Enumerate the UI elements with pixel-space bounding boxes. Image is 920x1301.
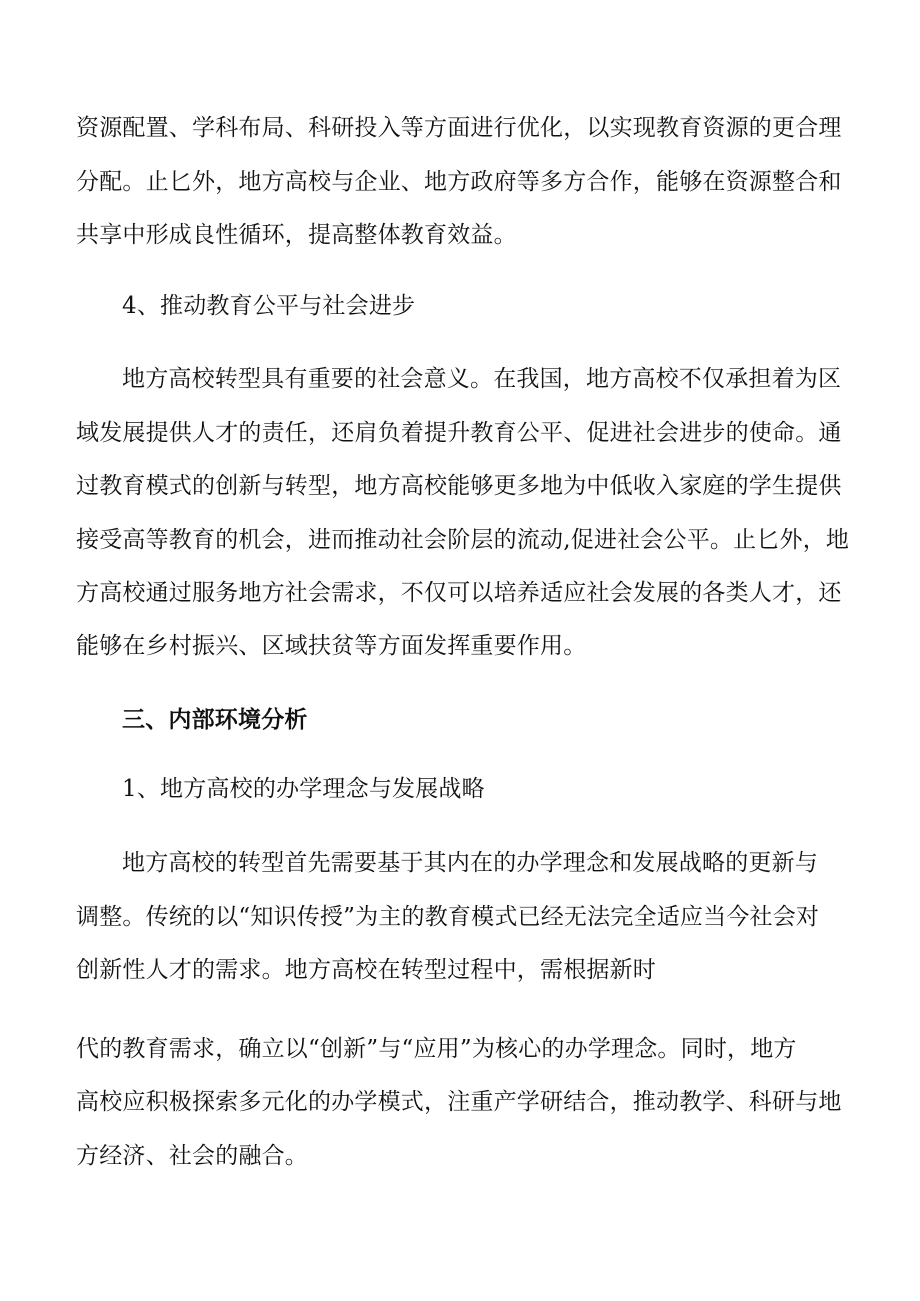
paragraph-2-line-3: 过教育模式的创新与转型，地方高校能够更多地为中低收入家庭的学生提供 [76,473,842,499]
paragraph-1-line-2: 分配。止匕外，地方高校与企业、地方政府等多方合作，能够在资源整合和 [76,169,842,195]
section-heading-3: 三、内部环境分析 [122,706,308,733]
paragraph-4-line-2: 高校应积极探索多元化的办学模式，注重产学研结合，推动教学、科研与地 [76,1089,842,1115]
paragraph-2-line-5: 方高校通过服务地方社会需求，不仅可以培养适应社会发展的各类人才，还 [76,580,842,606]
subheading-1: 1、地方高校的办学理念与发展战略 [122,776,485,802]
subheading-4: 4、推动教育公平与社会进步 [122,293,416,319]
paragraph-4-line-1: 代的教育需求，确立以“创新”与“应用”为核心的办学理念。同时，地方 [76,1036,797,1062]
paragraph-3-line-1: 地方高校的转型首先需要基于其内在的办学理念和发展战略的更新与 [122,850,818,876]
paragraph-1-line-1: 资源配置、学科布局、科研投入等方面进行优化，以实现教育资源的更合理 [76,115,842,141]
paragraph-2-line-4: 接受高等教育的机会，进而推动社会阶层的流动,促进社会公平。止匕外，地 [76,527,850,553]
paragraph-2-line-1: 地方高校转型具有重要的社会意义。在我国，地方高校不仅承担着为区 [122,366,842,392]
paragraph-1-line-3: 共享中形成良性循环，提高整体教育效益。 [76,222,517,248]
paragraph-2-line-6: 能够在乡村振兴、区域扶贫等方面发挥重要作用。 [76,633,587,659]
paragraph-4-line-3: 方经济、社会的融合。 [76,1143,308,1169]
paragraph-2-line-2: 域发展提供人才的责任，还肩负着提升教育公平、促进社会进步的使命。通 [76,420,842,446]
paragraph-3-line-2: 调整。传统的以“知识传授”为主的教育模式已经无法完全适应当今社会对 [76,904,820,930]
paragraph-3-line-3: 创新性人才的需求。地方高校在转型过程中，需根据新时 [76,957,656,983]
